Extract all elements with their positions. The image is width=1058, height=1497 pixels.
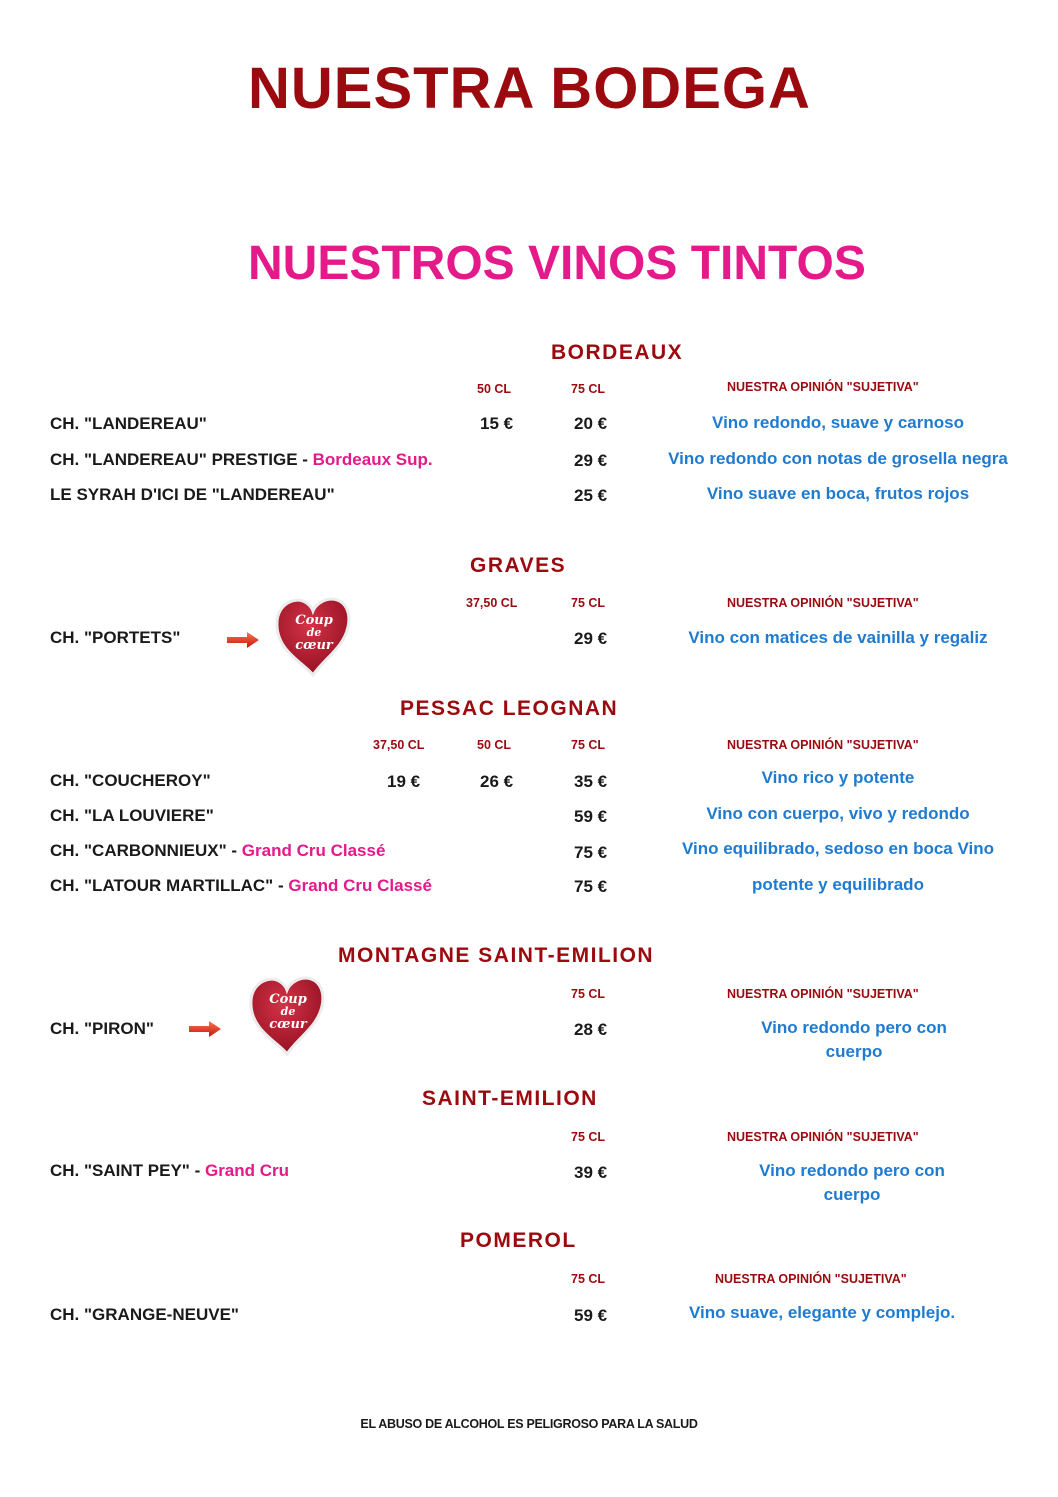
column-header-37-5cl: 37,50 CL (466, 596, 518, 610)
wine-name: CH. "GRANGE-NEUVE" (50, 1305, 239, 1324)
column-header-75cl: 75 CL (571, 987, 606, 1001)
badge-text: cœur (295, 638, 333, 653)
column-header-opinion: NUESTRA OPINIÓN "SUJETIVA" (727, 380, 919, 394)
region-heading-montagne-saint-emilion: MONTAGNE SAINT-EMILION (338, 944, 655, 967)
badge-text: de (280, 1005, 296, 1018)
column-header-opinion: NUESTRA OPINIÓN "SUJETIVA" (727, 987, 919, 1001)
price-75cl: 75 € (574, 877, 608, 896)
price-75cl: 28 € (574, 1020, 608, 1039)
column-header-75cl: 75 CL (571, 382, 606, 396)
page-title: NUESTRA BODEGA (248, 56, 811, 121)
wine-name: CH. "CARBONNIEUX" - Grand Cru Classé (50, 841, 386, 860)
wine-name: CH. "PIRON" (50, 1019, 154, 1038)
wine-name: CH. "SAINT PEY" - Grand Cru (50, 1161, 290, 1180)
health-warning: EL ABUSO DE ALCOHOL ES PELIGROSO PARA LA SALUD (360, 1417, 698, 1431)
price-75cl: 35 € (574, 772, 608, 791)
column-header-37-5cl: 37,50 CL (373, 738, 425, 752)
wine-classification: Bordeaux Sup. (312, 450, 433, 469)
wine-opinion: Vino suave, elegante y complejo. (688, 1303, 956, 1322)
wine-opinion: potente y equilibrado (752, 875, 924, 894)
wine-name: CH. "LANDEREAU" (50, 414, 207, 433)
column-header-50cl: 50 CL (477, 738, 512, 752)
wine-opinion: Vino equilibrado, sedoso en boca Vino (681, 839, 995, 858)
price-75cl: 39 € (574, 1163, 608, 1182)
wine-opinion: Vino redondo pero con cuerpo (759, 1161, 945, 1204)
wine-opinion: Vino suave en boca, frutos rojos (706, 484, 970, 503)
column-header-opinion: NUESTRA OPINIÓN "SUJETIVA" (715, 1272, 907, 1286)
column-header-75cl: 75 CL (571, 1130, 606, 1144)
price-50cl: 26 € (480, 772, 514, 791)
wine-opinion: Vino con cuerpo, vivo y redondo (706, 804, 970, 823)
wine-opinion: Vino rico y potente (761, 768, 915, 787)
badge-text: Coup (269, 992, 307, 1007)
wine-name: CH. "PORTETS" (50, 628, 181, 647)
region-heading-pessac-leognan: PESSAC LEOGNAN (400, 697, 619, 720)
wine-name: CH. "LANDEREAU" PRESTIGE - Bordeaux Sup. (50, 450, 433, 469)
wine-opinion: Vino redondo pero con cuerpo (761, 1018, 947, 1061)
region-heading-graves: GRAVES (470, 554, 567, 577)
price-75cl: 29 € (574, 451, 608, 470)
column-header-75cl: 75 CL (571, 596, 606, 610)
wine-name: CH. "LA LOUVIERE" (50, 806, 214, 825)
column-header-opinion: NUESTRA OPINIÓN "SUJETIVA" (727, 738, 919, 752)
heart-coup-de-coeur-icon (248, 974, 326, 1058)
badge-text: de (306, 626, 322, 639)
heart-coup-de-coeur-icon (274, 595, 352, 679)
column-header-50cl: 50 CL (477, 382, 512, 396)
arrow-right-icon (188, 1020, 222, 1038)
region-heading-pomerol: POMEROL (460, 1229, 577, 1252)
wine-name: CH. "LATOUR MARTILLAC" - Grand Cru Classé (50, 876, 432, 895)
wine-classification: Grand Cru (204, 1161, 290, 1180)
column-header-opinion: NUESTRA OPINIÓN "SUJETIVA" (727, 596, 919, 610)
region-heading-saint-emilion: SAINT-EMILION (422, 1087, 598, 1110)
price-75cl: 29 € (574, 629, 608, 648)
price-75cl: 20 € (574, 414, 608, 433)
region-heading-bordeaux: BORDEAUX (551, 341, 684, 364)
price-75cl: 59 € (574, 1306, 608, 1325)
price-50cl: 15 € (480, 414, 514, 433)
wine-name: CH. "COUCHEROY" (50, 771, 211, 790)
column-header-opinion: NUESTRA OPINIÓN "SUJETIVA" (727, 1130, 919, 1144)
column-header-75cl: 75 CL (571, 738, 606, 752)
arrow-right-icon (226, 631, 260, 649)
wine-classification: Grand Cru Classé (241, 841, 386, 860)
price-75cl: 59 € (574, 807, 608, 826)
price-75cl: 75 € (574, 843, 608, 862)
wine-classification: Grand Cru Classé (288, 876, 432, 895)
wine-opinion: Vino con matices de vainilla y regaliz (688, 628, 988, 647)
wine-opinion: Vino redondo con notas de grosella negra (668, 449, 1008, 468)
price-37-5cl: 19 € (387, 772, 421, 791)
price-75cl: 25 € (574, 486, 608, 505)
wine-name: LE SYRAH D'ICI DE "LANDEREAU" (50, 485, 335, 504)
column-header-75cl: 75 CL (571, 1272, 606, 1286)
badge-text: cœur (269, 1017, 307, 1032)
wine-opinion: Vino redondo, suave y carnoso (712, 413, 964, 432)
section-title-red-wines: NUESTROS VINOS TINTOS (248, 237, 866, 290)
badge-text: Coup (295, 613, 333, 628)
